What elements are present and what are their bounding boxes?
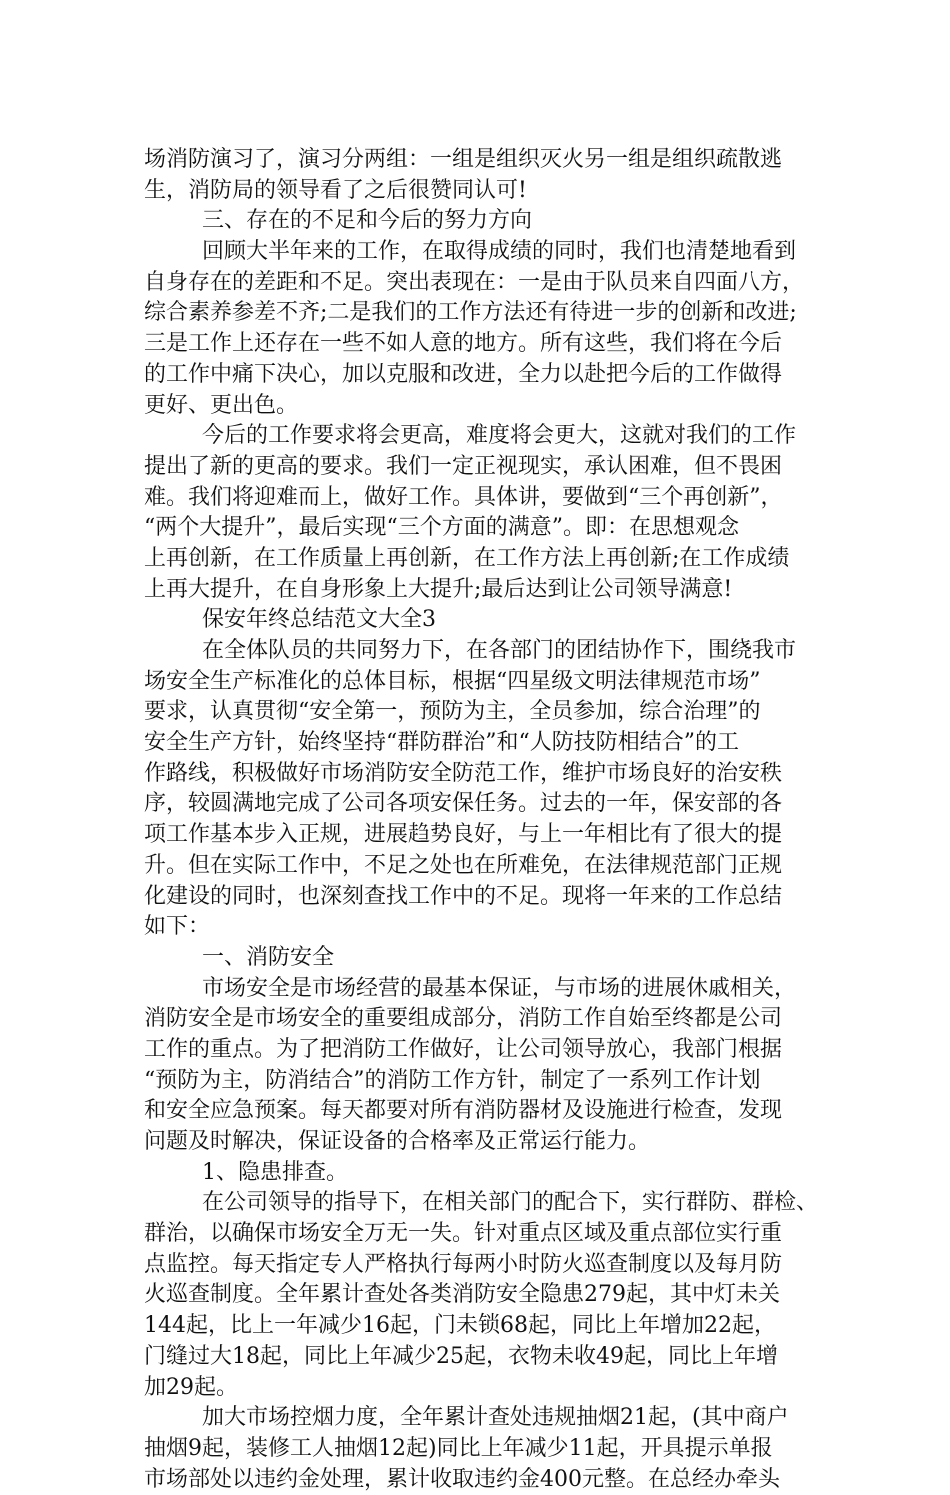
text-line: 要求，认真贯彻“安全第一，预防为主，全员参加，综合治理”的 — [144, 699, 761, 725]
text-line: 三、存在的不足和今后的努力方向 — [202, 208, 533, 234]
text-line: 回顾大半年来的工作，在取得成绩的同时，我们也清楚地看到 — [202, 239, 797, 265]
text-line: 的工作中痛下决心，加以克服和改进，全力以赴把今后的工作做得 — [144, 361, 783, 387]
text-line: 项工作基本步入正规，进展趋势良好，与上一年相比有了很大的提 — [144, 822, 783, 848]
text-line: 提出了新的更高的要求。我们一定正视现实，承认困难，但不畏困 — [144, 453, 783, 479]
text-line: 1、隐患排查。 — [202, 1159, 348, 1185]
text-line: 一、消防安全 — [202, 944, 335, 970]
text-line: 场消防演习了，演习分两组：一组是组织灭火另一组是组织疏散逃 — [144, 147, 783, 172]
text-line: 如下： — [144, 914, 211, 940]
text-line: “预防为主，防消结合”的消防工作方针，制定了一系列工作计划 — [144, 1067, 761, 1093]
text-line: 消防安全是市场安全的重要组成部分，消防工作自始至终都是公司 — [144, 1006, 783, 1032]
text-line: 综合素养参差不齐;二是我们的工作方法还有待进一步的创新和改进; — [144, 300, 797, 326]
text-line: 问题及时解决，保证设备的合格率及正常运行能力。 — [144, 1129, 651, 1154]
text-line: 今后的工作要求将会更高，难度将会更大，这就对我们的工作 — [202, 423, 797, 449]
text-line: 上再大提升，在自身形象上大提升;最后达到让公司领导满意! — [144, 576, 733, 602]
text-line: 自身存在的差距和不足。突出表现在：一是由于队员来自四面八方， — [144, 269, 805, 295]
text-line: 144起，比上一年减少16起，门未锁68起，同比上年增加22起， — [144, 1313, 776, 1339]
document-body — [144, 145, 819, 1495]
text-line: 在公司领导的指导下，在相关部门的配合下，实行群防、群检、 — [202, 1190, 819, 1216]
text-line: 化建设的同时，也深刻查找工作中的不足。现将一年来的工作总结 — [144, 883, 783, 909]
text-line: 保安年终总结范文大全3 — [202, 607, 436, 633]
text-line: 更好、更出色。 — [144, 392, 299, 418]
text-line: 安全生产方针，始终坚持“群防群治”和“人防技防相结合”的工 — [144, 730, 739, 756]
text-line: 生，消防局的领导看了之后很赞同认可! — [144, 177, 527, 203]
text-line: 群治，以确保市场安全万无一失。针对重点区域及重点部位实行重 — [144, 1221, 783, 1247]
text-line: 作路线，积极做好市场消防安全防范工作，维护市场良好的治安秩 — [144, 760, 783, 786]
text-line: 序，较圆满地完成了公司各项安保任务。过去的一年，保安部的各 — [144, 791, 783, 817]
text-line: 加29起。 — [144, 1374, 238, 1400]
text-line: 门缝过大18起，同比上年减少25起，衣物未收49起，同比上年增 — [144, 1343, 778, 1369]
text-line: 抽烟9起，装修工人抽烟12起)同比上年减少11起，开具提示单报 — [144, 1435, 773, 1461]
text-line: 点监控。每天指定专人严格执行每两小时防火巡查制度以及每月防 — [144, 1251, 783, 1277]
text-line: 场安全生产标准化的总体目标，根据“四星级文明法律规范市场” — [144, 668, 761, 694]
text-line: 加大市场控烟力度，全年累计查处违规抽烟21起，(其中商户 — [202, 1405, 789, 1431]
text-line: 工作的重点。为了把消防工作做好，让公司领导放心，我部门根据 — [144, 1036, 783, 1062]
text-line: 市场安全是市场经营的最基本保证，与市场的进展休戚相关， — [202, 975, 797, 1001]
text-line: 市场部处以违约金处理，累计收取违约金400元整。在总经办牵头 — [144, 1466, 780, 1492]
text-line: 升。但在实际工作中，不足之处也在所难免，在法律规范部门正规 — [144, 852, 783, 878]
text-line: “两个大提升”，最后实现“三个方面的满意”。即：在思想观念 — [144, 515, 739, 541]
text-line: 在全体队员的共同努力下，在各部门的团结协作下，围绕我市 — [202, 638, 797, 663]
text-line: 上再创新，在工作质量上再创新，在工作方法上再创新;在工作成绩 — [144, 545, 790, 571]
text-line: 难。我们将迎难而上，做好工作。具体讲，要做到“三个再创新”， — [144, 484, 783, 510]
text-line: 和安全应急预案。每天都要对所有消防器材及设施进行检查，发现 — [144, 1098, 783, 1124]
text-line: 火巡查制度。全年累计查处各类消防安全隐患279起，其中灯未关 — [144, 1282, 780, 1308]
text-line: 三是工作上还存在一些不如人意的地方。所有这些，我们将在今后 — [144, 331, 783, 357]
